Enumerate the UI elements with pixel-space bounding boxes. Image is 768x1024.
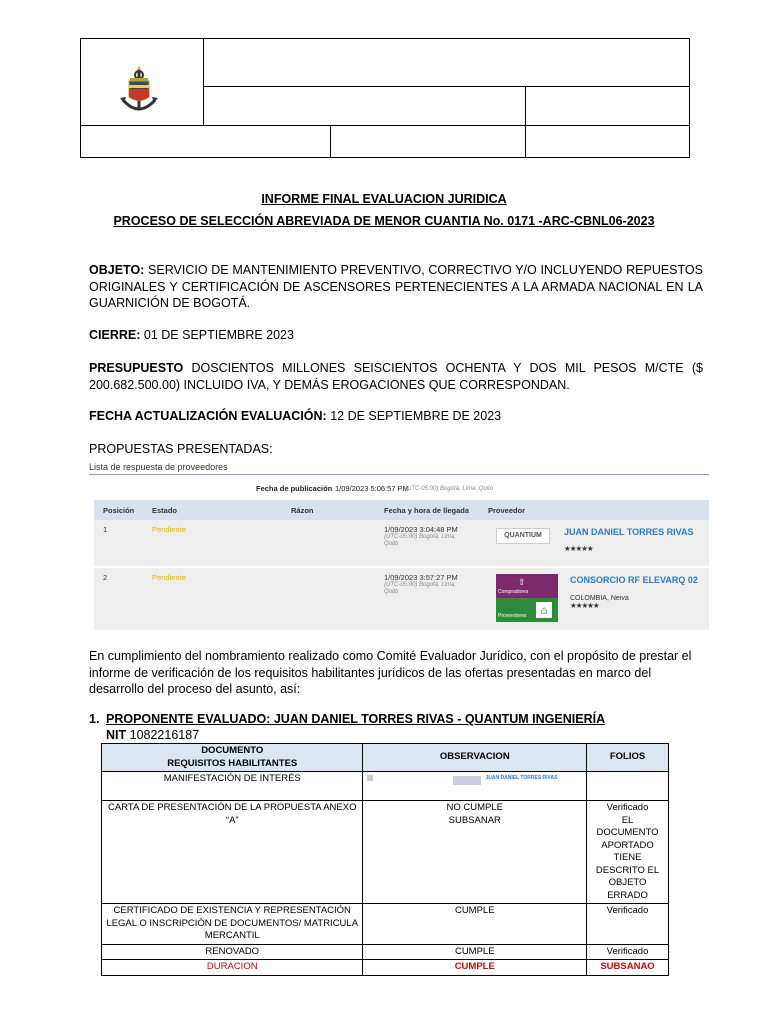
col-fecha: Fecha y hora de llegada bbox=[384, 506, 470, 515]
row2-position: 2 bbox=[103, 573, 108, 582]
cierre-label: CIERRE: bbox=[89, 328, 141, 342]
fecha-label: FECHA ACTUALIZACIÓN EVALUACIÓN: bbox=[89, 409, 327, 423]
cell-folios: Verificado bbox=[587, 904, 669, 945]
nit-label: NIT bbox=[106, 728, 127, 742]
requirements-table bbox=[101, 743, 669, 976]
row1-status: Pendiente bbox=[152, 525, 186, 534]
cell-folios: Verificado bbox=[587, 944, 669, 960]
row2-timezone: (UTC-05:00) Bogotá, Lima, Quito bbox=[384, 582, 457, 595]
row2-rating-stars-icon: ★★★★★ bbox=[570, 601, 599, 610]
nit-line bbox=[106, 728, 199, 742]
table-row bbox=[102, 944, 669, 960]
cell-obs: CUMPLE bbox=[363, 944, 587, 960]
presupuesto-paragraph bbox=[89, 360, 703, 393]
nit-value: 1082216187 bbox=[129, 728, 200, 742]
row2-provider-logo bbox=[496, 574, 558, 622]
cell-obs: NO CUMPLE SUBSANAR bbox=[363, 801, 587, 904]
row1-provider-logo: QUANTIUM bbox=[496, 528, 550, 544]
header-documento: DOCUMENTO REQUISITOS HABILITANTES bbox=[102, 744, 363, 772]
table-row bbox=[102, 904, 669, 945]
row2-status: Pendiente bbox=[152, 573, 186, 582]
house-icon: ⌂ bbox=[536, 602, 552, 618]
portal-caption: Lista de respuesta de proveedores bbox=[89, 462, 228, 472]
row1-timezone: (UTC-05:00) Bogotá, Lima, Quito bbox=[384, 534, 457, 547]
pub-timezone: (UTC-05:00) Bogotá, Lima, Quito bbox=[405, 486, 494, 492]
row2-provider-location: COLOMBIA, Neiva bbox=[570, 595, 629, 602]
cell-folios: SUBSANAO bbox=[587, 960, 669, 976]
up-arrow-icon: ⇧ bbox=[518, 577, 526, 587]
propuestas-heading: PROPUESTAS PRESENTADAS: bbox=[89, 442, 273, 456]
fecha-text: 12 DE SEPTIEMBRE DE 2023 bbox=[330, 409, 502, 423]
objeto-text: SERVICIO DE MANTENIMIENTO PREVENTIVO, CORRECTIVO Y/O INCLUYENDO REPUESTOS ORIGINALES Y CERTIFICACIÓN DE ASCENSORES PERTENECIENTES A LA ARMADA NACIONAL EN LA GUARNICIÓN DE BOGOTÁ. bbox=[89, 263, 703, 310]
cell-obs: CUMPLE bbox=[363, 960, 587, 976]
report-title: INFORME FINAL EVALUACION JURIDICA bbox=[261, 192, 507, 206]
header-folios: FOLIOS bbox=[587, 744, 669, 772]
pub-value: 1/09/2023 5:06:57 PM bbox=[335, 484, 409, 493]
objeto-label: OBJETO: bbox=[89, 263, 145, 277]
row1-position: 1 bbox=[103, 525, 108, 534]
row2-date: 1/09/2023 3:57:27 PM bbox=[384, 573, 458, 582]
cierre-text: 01 DE SEPTIEMBRE 2023 bbox=[143, 328, 294, 342]
section-title: PROPONENTE EVALUADO: JUAN DANIEL TORRES RIVAS - QUANTUM INGENIERÍA bbox=[106, 712, 606, 726]
logo-proveedores: Proveedores bbox=[498, 613, 527, 619]
document-header-grid bbox=[80, 38, 690, 158]
col-estado: Estado bbox=[152, 506, 178, 515]
cell-obs-thumbnail bbox=[363, 772, 587, 801]
presupuesto-text: DOSCIENTOS MILLONES SEISCIENTOS OCHENTA Y DOS MIL PESOS M/CTE ($ 200.682.500.00) INCLUIDO IVA, Y DEMÁS EROGACIONES QUE CORRESPONDAN. bbox=[89, 361, 703, 392]
cell-doc: RENOVADO bbox=[102, 944, 363, 960]
row2-provider-name[interactable]: CONSORCIO RF ELEVARQ 02 bbox=[570, 575, 698, 585]
cell-doc: CARTA DE PRESENTACIÓN DE LA PROPUESTA ANEXO “A” bbox=[102, 801, 363, 904]
header-observacion: OBSERVACION bbox=[363, 744, 587, 772]
cell-doc: DURACION bbox=[102, 960, 363, 976]
table-row bbox=[102, 772, 669, 801]
table-header-row bbox=[102, 744, 669, 772]
logo-compradores: Compradores bbox=[498, 589, 529, 595]
table-row bbox=[102, 960, 669, 976]
thumbnail-marker bbox=[367, 775, 373, 781]
cell-folios: Verificado EL DOCUMENTO APORTADO TIENE DESCRITO EL OBJETO ERRADO bbox=[587, 801, 669, 904]
objeto-paragraph bbox=[89, 262, 703, 312]
cell-folios bbox=[587, 772, 669, 801]
row1-provider-name[interactable]: JUAN DANIEL TORRES RIVAS bbox=[564, 527, 694, 537]
cell-doc: CERTIFICADO DE EXISTENCIA Y REPRESENTACIÓN LEGAL O INSCRIPCIÓN DE DOCUMENTOS/ MATRICULA MERCANTIL bbox=[102, 904, 363, 945]
cumplimiento-paragraph: En cumplimiento del nombramiento realizado como Comité Evaluador Jurídico, con el propósito de prestar el informe de verificación de los requisitos habilitantes jurídicos de las ofertas presentadas en marco del desarrollo del proceso del asunto, así: bbox=[89, 649, 692, 696]
row1-rating-stars-icon: ★★★★★ bbox=[564, 544, 593, 553]
cell-obs: CUMPLE bbox=[363, 904, 587, 945]
section-number: 1. bbox=[89, 712, 100, 726]
caption-divider bbox=[89, 474, 709, 475]
row1-date: 1/09/2023 3:04:48 PM bbox=[384, 525, 458, 534]
pub-label: Fecha de publicación bbox=[256, 484, 333, 493]
provider-response-list bbox=[89, 462, 709, 632]
col-razon: Rázon bbox=[291, 506, 314, 515]
fecha-paragraph bbox=[89, 408, 703, 425]
presupuesto-label: PRESUPUESTO bbox=[89, 361, 184, 375]
cierre-paragraph bbox=[89, 327, 703, 344]
thumbnail-provider-name: JUAN DANIEL TORRES RIVAS bbox=[485, 775, 558, 781]
cell-doc: MANIFESTACIÓN DE INTERÉS bbox=[102, 772, 363, 801]
navy-anchor-emblem-icon bbox=[118, 64, 160, 120]
col-proveedor: Proveedor bbox=[488, 506, 526, 515]
thumbnail-logo bbox=[453, 776, 481, 785]
col-posicion: Posición bbox=[103, 506, 135, 515]
table-row bbox=[102, 801, 669, 904]
process-title: PROCESO DE SELECCIÓN ABREVIADA DE MENOR CUANTIA No. 0171 -ARC-CBNL06-2023 bbox=[113, 214, 655, 228]
